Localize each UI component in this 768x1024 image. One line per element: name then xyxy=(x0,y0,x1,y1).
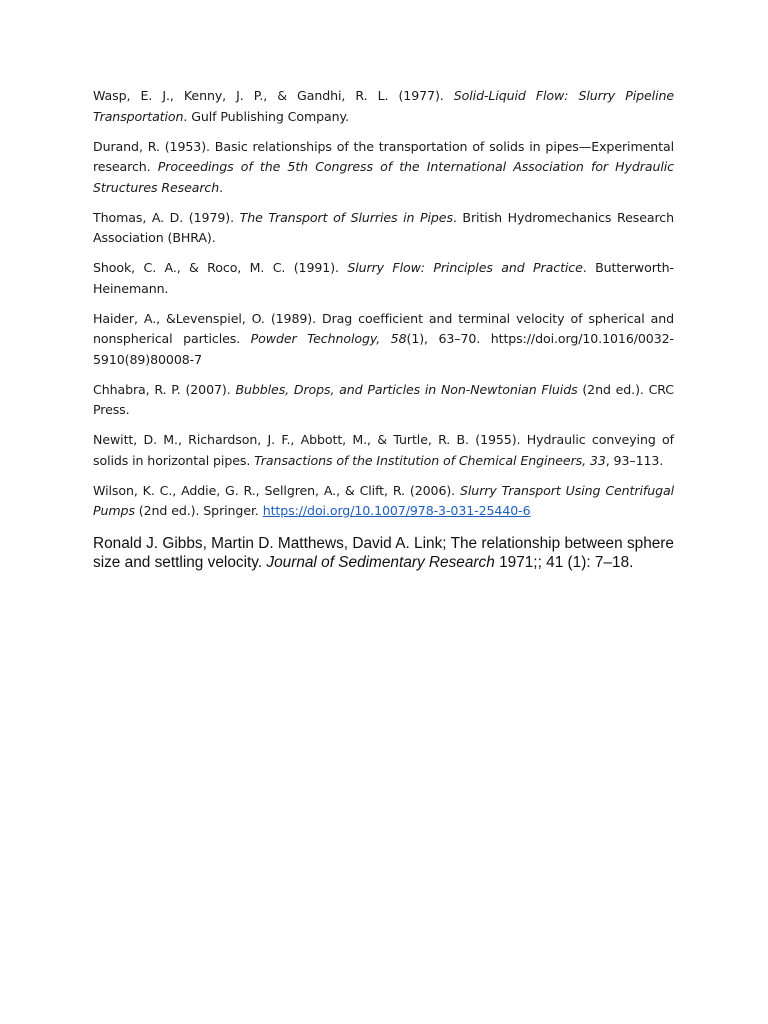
reference-title: Slurry Flow: Principles and Practice xyxy=(347,260,583,275)
reference-authors: Shook, C. A., & Roco, M. C. (1991). xyxy=(93,260,348,275)
reference-details: , 93–113. xyxy=(605,452,664,468)
reference-authors: Haider, A., &Levenspiel, O. (1989). Drag coefficient and terminal velocity of spherical and nonspherical particles. xyxy=(93,310,674,346)
reference-details: . Gulf Publishing Company. xyxy=(183,108,349,124)
reference-item xyxy=(93,309,674,371)
reference-item xyxy=(93,137,674,199)
reference-details: (2nd ed.). Springer. xyxy=(134,503,263,518)
reference-title: Bubbles, Drops, and Particles in Non-Newtonian Fluids xyxy=(235,381,578,397)
reference-authors: Durand, R. (1953). Basic relationships of the transportation of solids in pipes—Experimental research. xyxy=(93,138,674,174)
reference-item xyxy=(93,430,674,471)
reference-item xyxy=(93,258,674,299)
reference-authors: Ronald J. Gibbs, Martin D. Matthews, David A. Link; The relationship between sphere size and settling velocity. xyxy=(93,534,674,571)
reference-authors: Chhabra, R. P. (2007). xyxy=(93,381,236,397)
reference-authors: Wasp, E. J., Kenny, J. P., & Gandhi, R. L. (1977). xyxy=(93,88,454,103)
reference-authors: Wilson, K. C., Addie, G. R., Sellgren, A., & Clift, R. (2006). xyxy=(93,482,461,498)
reference-details: (2nd ed.). CRC Press. xyxy=(93,381,674,417)
reference-title: Journal of Sedimentary Research xyxy=(266,554,495,571)
reference-title: Powder Technology, 58 xyxy=(250,331,407,346)
reference-details: . Butterworth-Heinemann. xyxy=(93,260,674,296)
reference-item xyxy=(93,86,674,127)
reference-title: Slurry Transport Using Centrifugal Pumps xyxy=(93,482,674,518)
reference-item xyxy=(93,481,674,522)
reference-title: Transactions of the Institution of Chemical Engineers, 33 xyxy=(254,452,606,468)
reference-details: (1), 63–70. https://doi.org/10.1016/0032-5910(89)80008-7 xyxy=(93,331,674,367)
reference-list xyxy=(93,86,674,582)
reference-item xyxy=(93,380,674,421)
reference-item xyxy=(93,208,674,249)
doi-link[interactable]: https://doi.org/10.1007/978-3-031-25440-6 xyxy=(262,503,531,518)
reference-details: 1971;; 41 (1): 7–18. xyxy=(494,554,634,571)
reference-item xyxy=(93,534,674,573)
reference-authors: Newitt, D. M., Richardson, J. F., Abbott, M., & Turtle, R. B. (1955). Hydraulic conveying of solids in horizontal pipes. xyxy=(93,432,674,468)
reference-title: The Transport of Slurries in Pipes xyxy=(239,209,453,225)
reference-details: . British Hydromechanics Research Association (BHRA). xyxy=(93,209,674,245)
reference-title: Proceedings of the 5th Congress of the International Association for Hydraulic Structures Research xyxy=(93,159,674,195)
reference-details: . xyxy=(219,179,224,195)
reference-title: Solid-Liquid Flow: Slurry Pipeline Transportation xyxy=(93,88,675,124)
reference-authors: Thomas, A. D. (1979). xyxy=(93,209,240,225)
